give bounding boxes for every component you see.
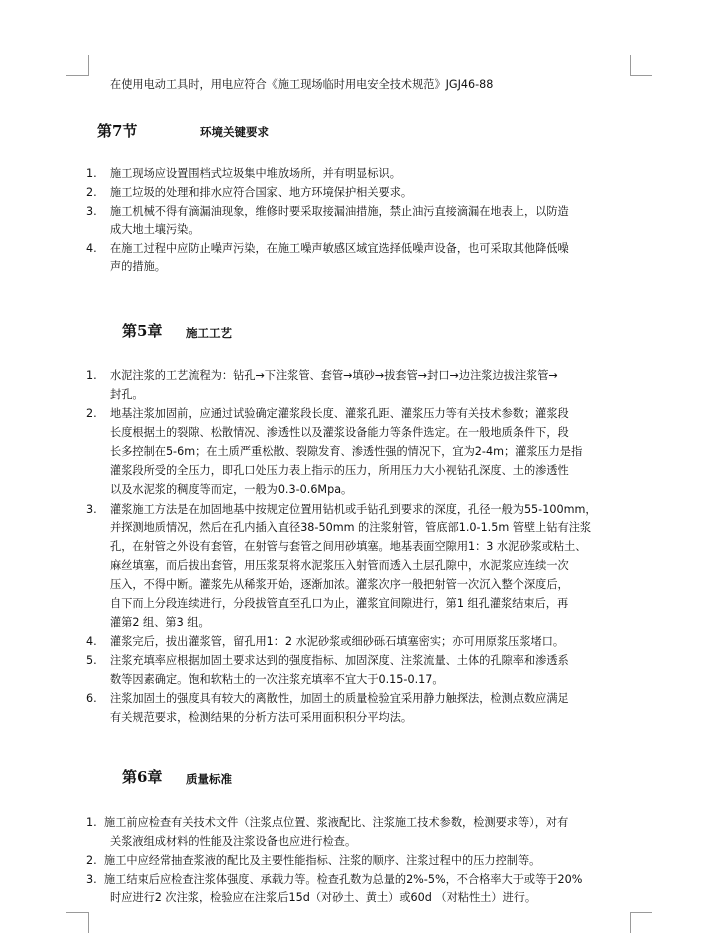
c5-item-6-num: 6. xyxy=(86,692,97,705)
crop-mark-top-left xyxy=(88,55,89,76)
crop-mark-bottom-right-h xyxy=(630,912,652,913)
chapter-6-number: 第6章 xyxy=(122,768,163,786)
c5-item-5-line-2: 数等因素确定。饱和软粘土的一次注浆充填率不宜大于0.15-0.17。 xyxy=(110,673,444,686)
c5-item-3-line-1: 灌浆施工方法是在加固地基中按规定位置用钻机或手钻孔到要求的深度，孔径一般为55-100mm， xyxy=(110,503,597,516)
c5-item-2-line-5: 以及水泥浆的稠度等而定，一般为0.3-0.6Mpa。 xyxy=(110,483,353,496)
c5-item-6-line-2: 有关规范要求，检测结果的分析方法可采用面积积分平均法。 xyxy=(110,711,413,724)
crop-mark-top-left-h xyxy=(66,75,88,76)
intro-line: 在使用电动工具时，用电应符合《施工现场临时用电安全技术规范》JGJ46-88 xyxy=(110,78,494,91)
s7-item-2-line-1: 施工垃圾的处理和排水应符合国家、地方环境保护相关要求。 xyxy=(110,186,413,199)
c6-item-1-num: 1. xyxy=(86,816,97,829)
c5-item-3-num: 3. xyxy=(86,503,97,516)
c5-item-2-num: 2. xyxy=(86,407,97,420)
c5-item-5-num: 5. xyxy=(86,654,97,667)
c6-item-3-num: 3. xyxy=(86,873,97,886)
section-7-title: 环境关键要求 xyxy=(200,125,269,139)
s7-item-1-num: 1. xyxy=(86,167,97,180)
c5-item-3-line-2: 并探测地质情况，然后在孔内插入直径38-50mm 的注浆射管，管底部1.0-1.5m 管壁上钻有注浆 xyxy=(110,521,592,534)
chapter-5-title: 施工工艺 xyxy=(186,326,232,340)
c5-item-1-line-2: 封孔。 xyxy=(110,388,144,401)
c5-item-3-line-6: 自下而上分段连续进行，分段拔管直至孔口为止，灌浆宜间隙进行，第1 组孔灌浆结束后，再 xyxy=(110,597,569,610)
c5-item-5-line-1: 注浆充填率应根据加固土要求达到的强度指标、加固深度、注浆流量、土体的孔隙率和渗透系 xyxy=(110,654,569,667)
c5-item-2-line-3: 长多控制在5-6m；在土质严重松散、裂隙发育、渗透性强的情况下，宜为2-4m；灌浆压力是指 xyxy=(110,445,583,458)
c5-item-2-line-4: 灌浆段所受的全压力，即孔口处压力表上指示的压力，所用压力大小视钻孔深度、土的渗透性 xyxy=(110,464,569,477)
s7-item-3-line-2: 成大地土壤污染。 xyxy=(110,223,200,236)
c5-item-1-line-1: 水泥注浆的工艺流程为：钻孔→下注浆管、套管→填砂→拔套管→封口→边注浆边拔注浆管→ xyxy=(110,369,558,382)
crop-mark-bottom-left-h xyxy=(66,912,88,913)
c5-item-3-line-4: 麻丝填塞，而后拔出套管，用压浆泵将水泥浆压入射管而透入土层孔隙中，水泥浆应连续一次 xyxy=(110,559,569,572)
crop-mark-bottom-right xyxy=(630,912,631,933)
c5-item-4-num: 4. xyxy=(86,635,97,648)
crop-mark-bottom-left xyxy=(88,912,89,933)
c6-item-3-line-1: 施工结束后应检查注浆体强度、承载力等。检查孔数为总量的2%-5%，不合格率大于或等于20% xyxy=(104,873,583,886)
c5-item-2-line-1: 地基注浆加固前，应通过试验确定灌浆段长度、灌浆孔距、灌浆压力等有关技术参数；灌浆段 xyxy=(110,407,569,420)
c6-item-2-line-1: 施工中应经常抽查浆液的配比及主要性能指标、注浆的顺序、注浆过程中的压力控制等。 xyxy=(104,854,541,867)
s7-item-2-num: 2. xyxy=(86,186,97,199)
c5-item-3-line-5: 压入，不得中断。灌浆先从稀浆开始，逐渐加浓。灌浆次序一般把射管一次沉入整个深度后， xyxy=(110,578,569,591)
c5-item-3-line-7: 灌第2 组、第3 组。 xyxy=(110,616,210,629)
s7-item-4-num: 4. xyxy=(86,242,97,255)
c6-item-1-line-1: 施工前应检查有关技术文件（注浆点位置、浆液配比、注浆施工技术参数，检测要求等），对有 xyxy=(104,816,569,829)
c5-item-4-line-1: 灌浆完后，拔出灌浆管，留孔用1：2 水泥砂浆或细砂砾石填塞密实；亦可用原浆压浆堵口。 xyxy=(110,635,565,648)
s7-item-3-num: 3. xyxy=(86,205,97,218)
c5-item-3-line-3: 孔，在射管之外设有套管，在射管与套管之间用砂填塞。地基表面空隙用1：3 水泥砂浆或粘土、 xyxy=(110,540,587,553)
c5-item-2-line-2: 长度根据土的裂隙、松散情况、渗透性以及灌浆设备能力等条件选定。在一般地质条件下，段 xyxy=(110,426,569,439)
chapter-6-title: 质量标准 xyxy=(186,772,232,786)
c6-item-1-line-2: 关浆液组成材料的性能及注浆设备也应进行检查。 xyxy=(110,835,357,848)
c6-item-2-num: 2. xyxy=(86,854,97,867)
crop-mark-top-right xyxy=(630,55,631,76)
s7-item-4-line-1: 在施工过程中应防止噪声污染，在施工噪声敏感区域宜选择低噪声设备，也可采取其他降低噪 xyxy=(110,242,569,255)
chapter-5-number: 第5章 xyxy=(122,322,163,340)
s7-item-3-line-1: 施工机械不得有滴漏油现象，维修时要采取接漏油措施，禁止油污直接滴漏在地表上，以防造 xyxy=(110,205,569,218)
c5-item-6-line-1: 注浆加固土的强度具有较大的离散性，加固土的质量检验宜采用静力触探法，检测点数应满足 xyxy=(110,692,569,705)
crop-mark-top-right-h xyxy=(630,75,652,76)
c6-item-3-line-2: 时应进行2 次注浆，检验应在注浆后15d（对砂土、黄土）或60d （对粘性土）进行。 xyxy=(110,891,537,904)
s7-item-1-line-1: 施工现场应设置围档式垃圾集中堆放场所，并有明显标识。 xyxy=(110,167,401,180)
section-7-number: 第7节 xyxy=(97,122,138,140)
c5-item-1-num: 1. xyxy=(86,369,97,382)
s7-item-4-line-2: 声的措施。 xyxy=(110,260,166,273)
